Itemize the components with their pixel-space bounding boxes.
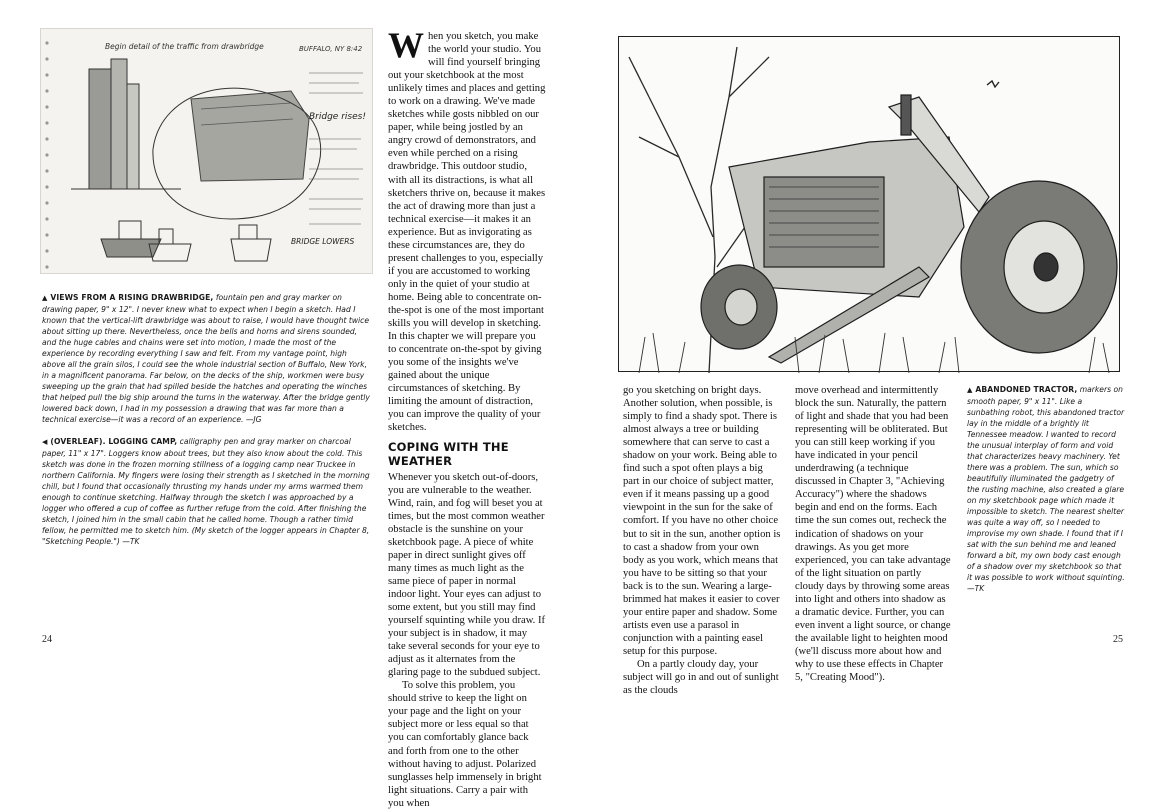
body-column-right-1 — [623, 384, 781, 697]
sketch-title-note: Begin detail of the traffic from drawbridge — [105, 42, 264, 51]
paragraph: move overhead and intermittently block the sun. Naturally, the pattern of light and shade that you had been representing will be obliterated. But you can still keep working if you have indicated in your pencil underdrawing (a technique discussed in Chapter 3, "Achieving Accuracy") where the shadows begin and end on the forms. Each time the sun comes out, recheck the indication of shadows on your drawings. As you get more experienced, you can take advantage of the light situation on partly cloudy days by throwing some areas into light and others into shadow as a dramatic device. Further, you can even invent a light source, or change the available light to heighten mood (we'll discuss more about how and why to use these effects in Chapter 5, "Creating Mood"). — [795, 385, 951, 684]
body-column-right-2 — [795, 384, 951, 684]
caption-text: markers on smooth paper, 9" x 11". Like a sunbathing robot, this abandoned tractor lay in the middle of a brightly lit Tennessee meadow. I wanted to record the unusual interplay of form and void that characterizes heavy machinery. Yet there was a problem. The sun, which so beautifully illuminated the gadgetry of the rusting machine, also created a glare on my sketchbook page which made it impossible to sketch. The nearest shelter was quite a way off, so I needed to improvise my own shade. I found that if I sat with the sun behind me and leaned forward a bit, my own body cast enough of a shadow over my sketchbook so that it was possible to work without squinting. —TK — [967, 385, 1125, 593]
caption-text: fountain pen and gray marker on drawing paper, 9" x 12". I never knew what to expect when I begin a sketch. Had I known that the vertical-lift drawbridge was about to raise, I would have thought twice about sitting up there. Nevertheless, once the bells and horns and sirens sounded, and the huge cables and chains were set into motion, I made the most of the experience by recording everything I saw and felt. From my vantage point, high above all the grain silos, I could see the whole industrial section of Buffalo, New York, in a magnificent panorama. Far below, on the decks of the ship, workmen were busy sweeping up the grain that had spilled beside the hatches and operating the winches that helped pull the big ship around the turns in the waterway. After the bridge gently lowered back down, I had in my possession a drawing that was far more than a technical exercise—it was a record of an experience. —JG — [42, 293, 370, 424]
caption-lead: ABANDONED TRACTOR, — [975, 385, 1078, 394]
paragraph: In this chapter we will prepare you to concentrate on-the-spot by giving you some of the insights we've gained about the unique circumstances of sketching. By limiting the amount of distraction, you can improve the quality of your sketches. — [388, 331, 542, 434]
caption-drawbridge — [42, 292, 372, 425]
page-number-left: 24 — [42, 634, 52, 645]
tractor-sketch-drawing — [619, 37, 1121, 373]
caption-logging-camp — [42, 436, 372, 547]
section-heading: COPING WITH THE WEATHER — [388, 440, 509, 468]
caption-text: calligraphy pen and gray marker on charcoal paper, 11" x 17". Loggers know about trees, but they also know about the cold. This sketch was done in the frozen morning stillness of a logging camp near Truckee in northern California. My fingers were losing their strength as I sketched in the morning chill, but I found that occasionally thrusting my hands under my arms warmed them enough to continue sketching. Halfway through the sketch I was approached by a logger who offered a cup of coffee as further refuge from the cold. After finishing the sketch, I joined him in the small cabin that he called home. Though a rather timid fellow, he permitted me to sketch him. (My sketch of the logger appears in Chapter 8, "Sketching People.") —TK — [42, 437, 370, 546]
sketch-bridge-note: Bridge rises! — [309, 112, 366, 122]
tractor-sketch — [618, 36, 1120, 372]
drop-cap: W — [388, 25, 424, 65]
sketch-place-note: BUFFALO, NY 8:42 — [299, 45, 363, 53]
caption-marker: ▲ — [42, 294, 48, 302]
caption-tractor — [967, 384, 1125, 594]
sketch-bottom-note: BRIDGE LOWERS — [291, 237, 355, 246]
caption-marker: ◀ — [42, 438, 48, 446]
caption-marker: ▲ — [967, 386, 973, 394]
paragraph: go you sketching on bright days. Another solution, when possible, is simply to find a shady spot. There is almost always a tree or building somewhere that can serve to cast a shadow on your work. Being able to find such a spot often plays a big part in our choice of subject matter, even if it means passing up a good viewpoint in the sun for the sake of comfort. If you have no other choice but to sit in the sun, another option is to cast a shadow from your own body as you work, which means that you have to be sitting so that your back is to the sun. Wearing a large-brimmed hat makes it easier to cover your entire paper and shadow. Some artists even use a parasol in conjunction with a painting easel setup for this purpose. — [623, 385, 781, 657]
body-column-left — [388, 25, 546, 810]
paragraph: Whenever you sketch out-of-doors, you are vulnerable to the weather. Wind, rain, and fog will beset you at times, but the most common weather obstacle is the sunshine on your sketchbook page. A piece of white paper in direct sunlight gives off many times as much light as the same piece of paper in normal indoor light. Your eyes can adjust to some extent, but you still may find yourself squinting while you draw. If your subject is in shadow, it may take several seconds for your eye to adjust as it alternates from the glaring page to the subdued subject. — [388, 471, 546, 679]
paragraph: On a partly cloudy day, your subject will go in and out of sunlight as the clouds — [623, 658, 779, 697]
caption-lead: (OVERLEAF). LOGGING CAMP, — [50, 437, 178, 446]
caption-lead: VIEWS FROM A RISING DRAWBRIDGE, — [50, 293, 214, 302]
page-number-right: 25 — [1113, 634, 1123, 645]
drawbridge-sketch — [40, 28, 373, 274]
paragraph: To solve this problem, you should strive to keep the light on your page and the light on your subject more or less equal so that you can comfortably glance back and forth from one to the other without having to adjust. Polarized sunglasses help immensely in bright light situations. Carry a pair with you when — [388, 680, 542, 809]
intro-paragraph: hen you sketch, you make the world your studio. You will find yourself bringing out your sketchbook at the most unlikely times and places and getting to work on a drawing. We've made sketches while gosts nibbled on our paper, while being jostled by an angry crowd of demonstrators, and even while perched on a rising drawbridge. This outdoor studio, with all its distractions, is what all sketchers thrive on, because it makes the act of drawing more than just a technical exercise—it makes it an experience. But as invigorating as these circumstances are, they do present challenges to you, especially if you are accustomed to working only in the quiet of your studio at home. Being able to concentrate on-the-spot is one of the most important skills you will develop in sketching. — [388, 31, 546, 330]
drawbridge-sketch-drawing — [41, 29, 374, 275]
